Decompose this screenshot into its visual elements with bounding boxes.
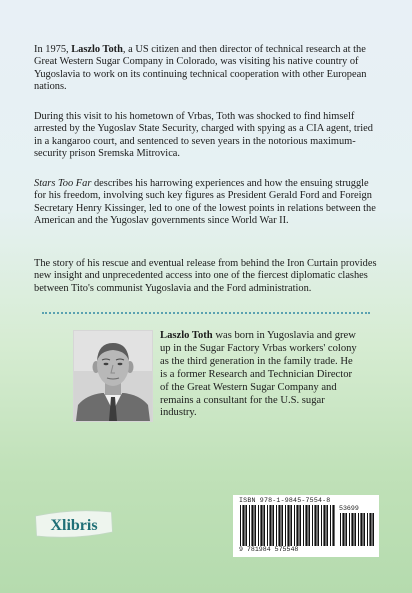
- barcode-bar: [367, 513, 368, 546]
- barcode-bar: [321, 505, 322, 546]
- barcode-bar: [245, 505, 247, 546]
- author-name-inline: Laszlo Toth: [71, 44, 123, 55]
- dotted-divider: [42, 312, 370, 314]
- barcode-bar: [323, 505, 325, 546]
- barcode-bar: [242, 505, 244, 546]
- barcode-bar: [351, 513, 353, 546]
- blurb-paragraph-1: [34, 44, 382, 94]
- barcode-digits: 9 781984 575548: [239, 546, 299, 553]
- barcode-bar: [278, 505, 280, 546]
- barcode-bar: [249, 505, 250, 546]
- blurb-paragraph-4: The story of his rescue and eventual release from behind the Iron Curtain provides new insight and unprecedented access into one of the fiercest diplomatic clashes between Tito's communist Yugoslavia and the Ford administration.: [34, 258, 377, 294]
- barcode-bar: [360, 513, 362, 546]
- barcode-bar: [314, 505, 316, 546]
- barcode-bar: [254, 505, 256, 546]
- barcode-bar: [330, 505, 331, 546]
- barcode-bar: [358, 513, 359, 546]
- barcode-bar: [340, 513, 341, 546]
- author-portrait-image: [74, 331, 152, 421]
- book-title-inline: Stars Too Far: [34, 178, 92, 189]
- barcode-bar: [269, 505, 271, 546]
- barcode-bar: [299, 505, 301, 546]
- blurb-paragraph-3: [34, 178, 382, 228]
- barcode-bar: [332, 505, 334, 546]
- publisher-name: Xlibris: [50, 517, 98, 534]
- barcode-bar: [349, 513, 350, 546]
- blurb-text: , a US citizen and then director of technical research at the Great Western Sugar Company in Colorado, was visiting his native country of Yugoslavia to work on its continuing technical cooperation with other European nations.: [34, 44, 367, 93]
- barcode-bar: [276, 505, 277, 546]
- barcode-bar: [317, 505, 319, 546]
- price-addon-number: 53699: [339, 505, 359, 512]
- author-bio: [160, 330, 360, 420]
- barcode-bar: [345, 513, 347, 546]
- barcode-bar: [312, 505, 313, 546]
- barcode-bar: [308, 505, 310, 546]
- barcode-bar: [294, 505, 295, 546]
- blurb-text: describes his harrowing experiences and how the ensuing struggle for his freedom, involving such key figures as President Gerald Ford and Foreign Secretary Henry Kissinger, led to one of the lowest points in relations between the American and the Yugoslav governments since World War II.: [34, 178, 376, 227]
- isbn-label: ISBN 978-1-9845-7554-8: [239, 497, 331, 504]
- author-bio-name: Laszlo Toth: [160, 330, 213, 341]
- barcode-bar: [287, 505, 289, 546]
- barcode-bar: [326, 505, 328, 546]
- barcode-bar: [240, 505, 241, 546]
- isbn-barcode: [233, 495, 379, 557]
- barcode-bar: [285, 505, 286, 546]
- barcode-bar: [281, 505, 283, 546]
- barcode-bar: [372, 513, 374, 546]
- ean13-bars: [239, 505, 335, 546]
- barcode-bar: [267, 505, 268, 546]
- barcode-bar: [342, 513, 344, 546]
- barcode-bar: [369, 513, 371, 546]
- blurb-paragraph-2: During this visit to his hometown of Vrbas, Toth was shocked to find himself arrested by the Yugoslav State Security, charged with spying as a CIA agent, tried in a kangaroo court, and sentenced to seven years in the notorious maximum-security prison Sremska Mitrovica.: [34, 111, 373, 160]
- blurb-text: In 1975,: [34, 44, 72, 55]
- addon-bars: [339, 513, 375, 546]
- barcode-bar: [305, 505, 307, 546]
- barcode-bar: [290, 505, 292, 546]
- author-bio-text: was born in Yugoslavia and grew up in the Sugar Factory Vrbas workers' colony as the third generation in the family trade. He is a former Research and Technician Director of the Great Western Sugar Company and remains a consultant for the U.S. sugar industry.: [160, 330, 357, 419]
- barcode-bar: [251, 505, 253, 546]
- barcode-bar: [354, 513, 356, 546]
- barcode-bar: [363, 513, 365, 546]
- barcode-bar: [260, 505, 262, 546]
- barcode-bar: [258, 505, 259, 546]
- barcode-bar: [263, 505, 265, 546]
- author-photo: [73, 330, 153, 422]
- barcode-bar: [303, 505, 304, 546]
- publisher-logo: [33, 509, 115, 539]
- barcode-bar: [296, 505, 298, 546]
- barcode-bar: [272, 505, 274, 546]
